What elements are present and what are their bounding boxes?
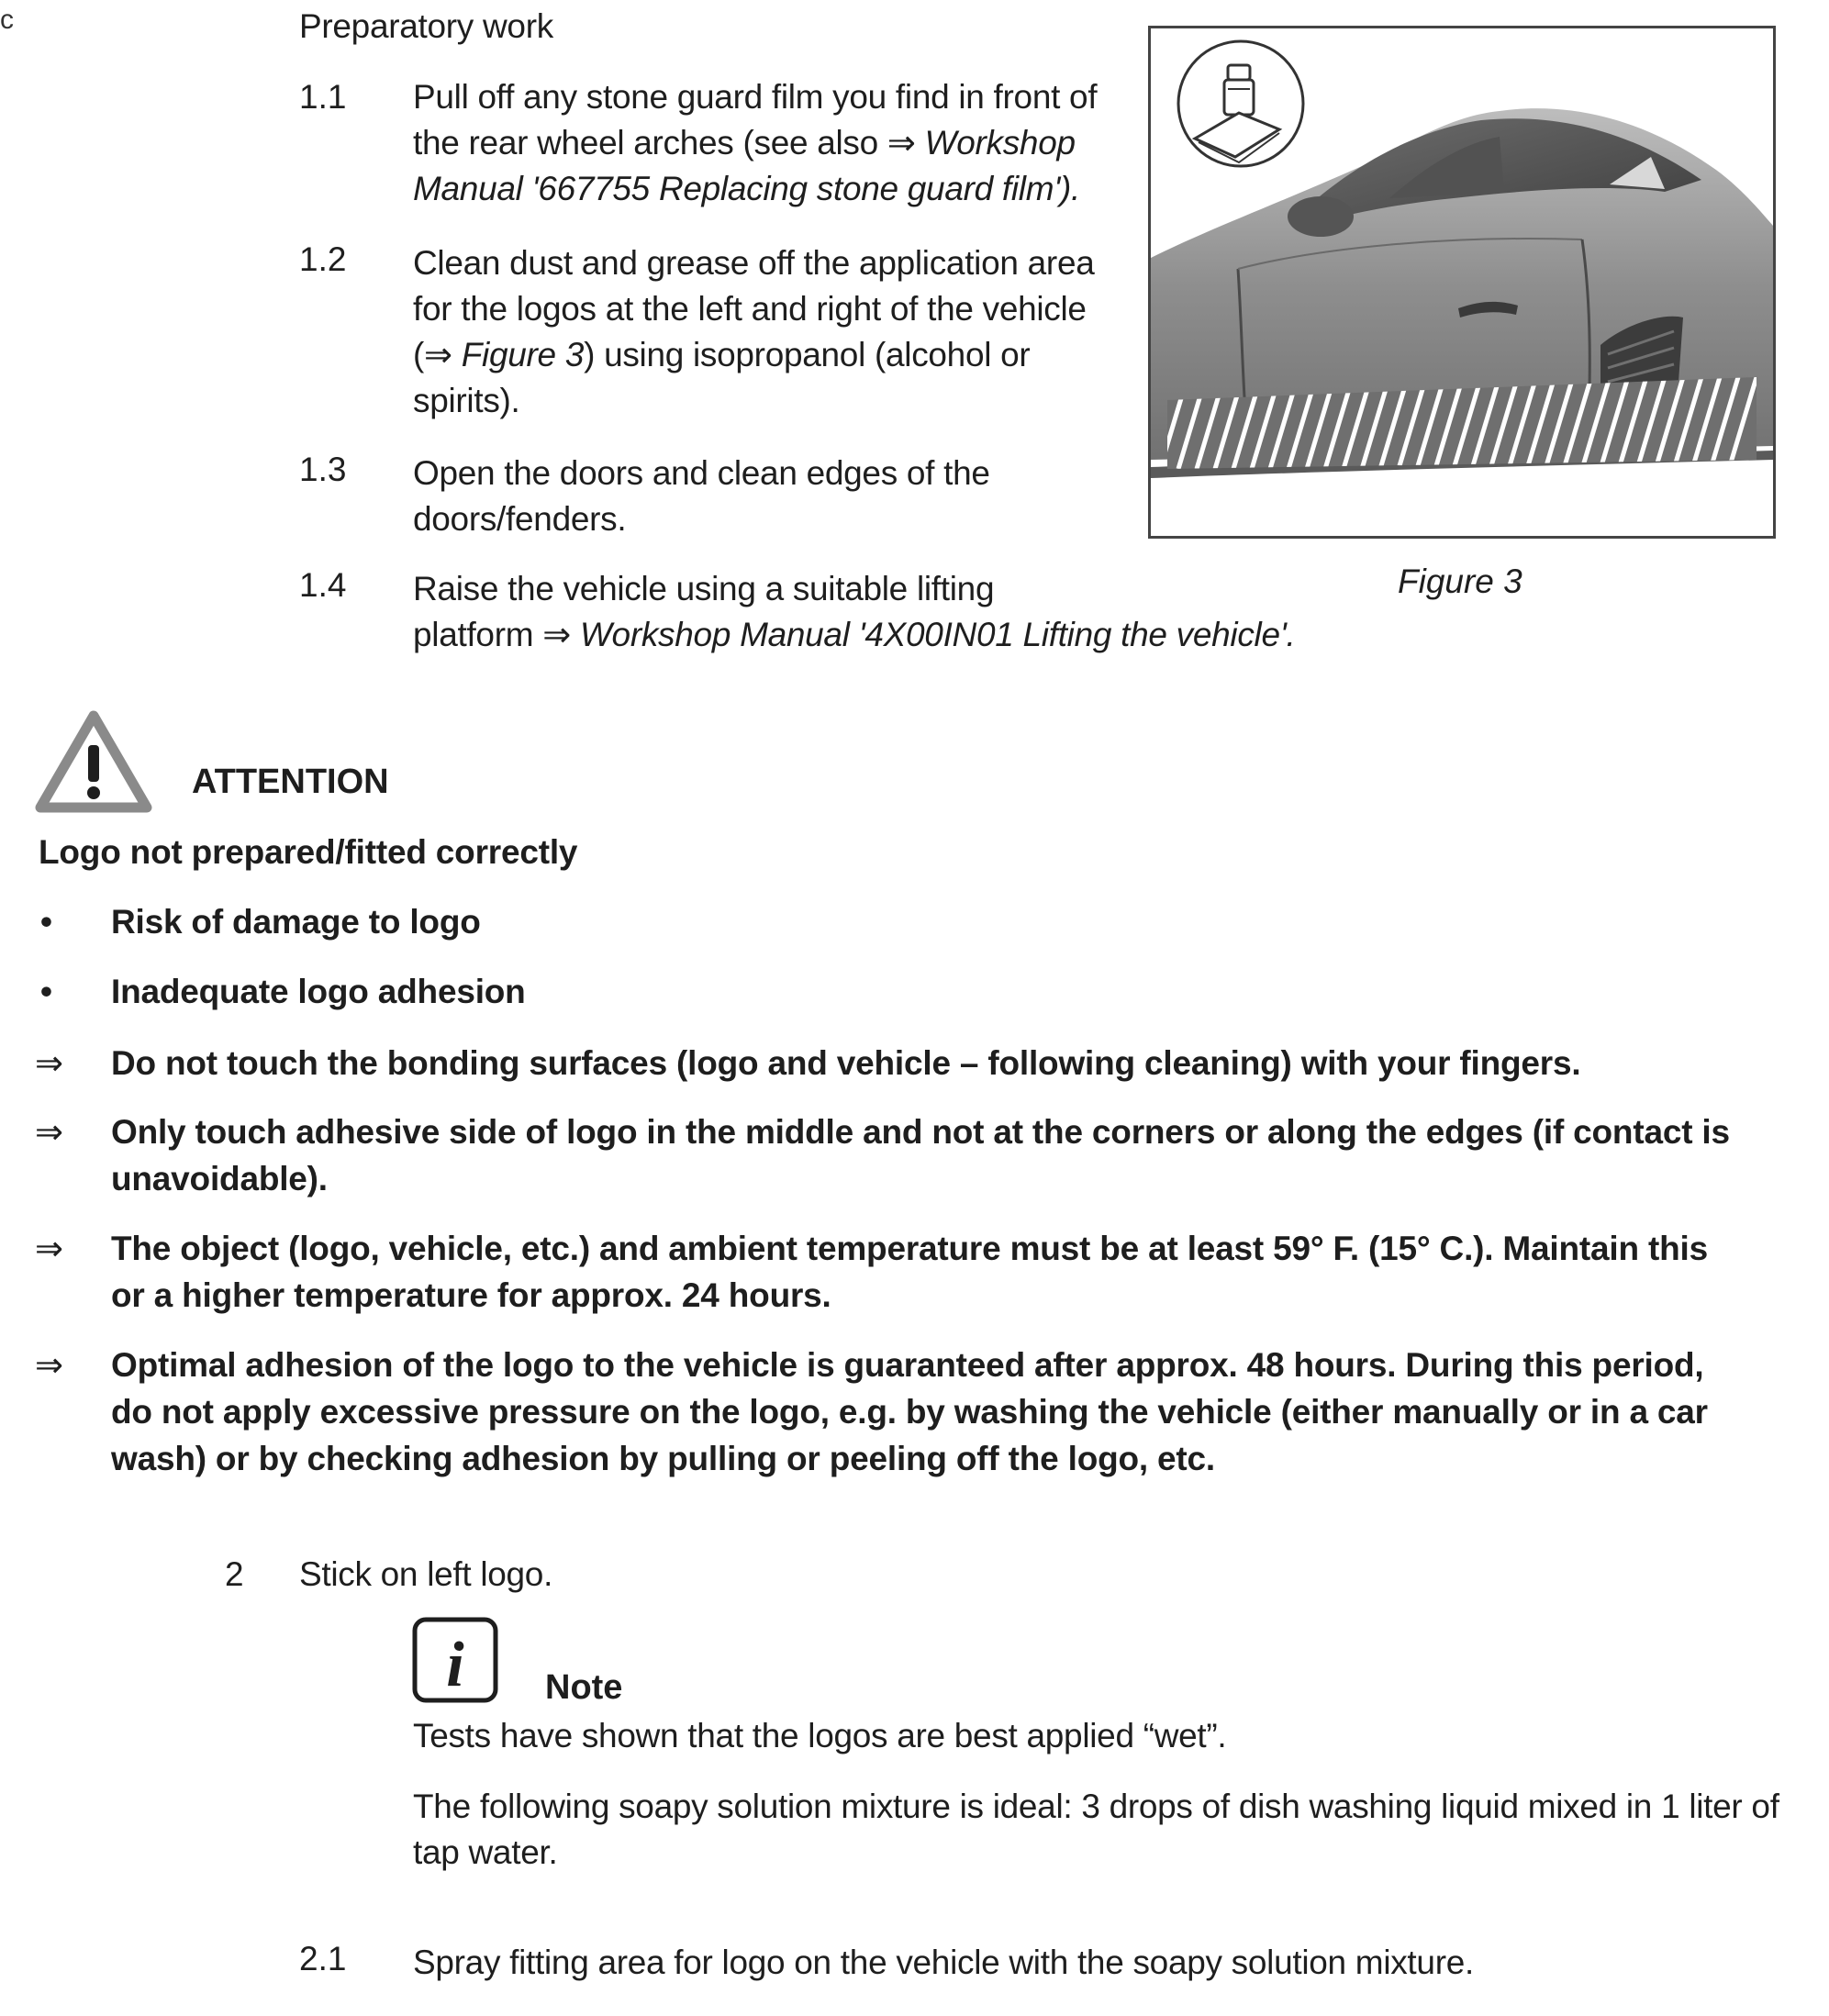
arrow-icon: ⇒ <box>35 1113 63 1151</box>
note-paragraph: Tests have shown that the logos are best applied “wet”. <box>413 1717 1227 1754</box>
step-number: 1.3 <box>299 451 347 488</box>
arrow-icon: ⇒ <box>35 1044 63 1082</box>
arrow-icon: ⇒ <box>887 124 916 162</box>
step-text <box>413 74 1097 212</box>
warning-consequence: Inadequate logo adhesion <box>111 973 526 1010</box>
step-line <box>413 120 1097 166</box>
warning-action-line: Optimal adhesion of the logo to the vehicle is guaranteed after approx. 48 hours. During this period, <box>111 1346 1704 1384</box>
step-line-text: ) using isopropanol (alcohol or <box>584 336 1031 373</box>
warning-action-line: do not apply excessive pressure on the logo, e.g. by washing the vehicle (either manually or in a car <box>111 1393 1708 1431</box>
warning-action-line: wash) or by checking adhesion by pulling or peeling off the logo, etc. <box>111 1440 1216 1477</box>
arrow-icon: ⇒ <box>35 1346 63 1384</box>
step-line: Raise the vehicle using a suitable lifting <box>413 570 995 607</box>
cleaning-kit-icon <box>1178 41 1303 166</box>
arrow-icon: ⇒ <box>35 1230 63 1267</box>
warning-action <box>111 1225 1708 1319</box>
note-paragraph <box>413 1784 1779 1876</box>
vehicle-figure <box>1148 26 1776 539</box>
section-heading: Preparatory work <box>299 7 553 45</box>
warning-action <box>111 1342 1708 1482</box>
car-side-illustration <box>1151 28 1773 536</box>
step-text: Stick on left logo. <box>299 1555 553 1593</box>
step-line-text: platform <box>413 616 543 653</box>
step-text <box>413 451 990 542</box>
step-text: Spray fitting area for logo on the vehicle with the soapy solution mixture. <box>413 1944 1474 1981</box>
step-line-text: the rear wheel arches (see also <box>413 124 887 162</box>
cross-reference-link[interactable]: Workshop Manual '4X00IN01 Lifting the vehicle'. <box>579 616 1296 653</box>
warning-action-line: or a higher temperature for approx. 24 hours. <box>111 1276 831 1314</box>
arrow-icon: ⇒ <box>542 616 571 653</box>
figure-caption: Figure 3 <box>1398 562 1522 600</box>
warning-action <box>111 1040 1580 1086</box>
warning-consequence: Risk of damage to logo <box>111 903 481 941</box>
warning-action <box>111 1108 1730 1202</box>
note-line: The following soapy solution mixture is ideal: 3 drops of dish washing liquid mixed in 1 liter of <box>413 1788 1779 1825</box>
warning-action-line: Do not touch the bonding surfaces (logo and vehicle – following cleaning) with your fingers. <box>111 1044 1581 1082</box>
warning-action-line: Only touch adhesive side of logo in the middle and not at the corners or along the edges (if contact is <box>111 1113 1730 1151</box>
bullet-icon: • <box>40 973 52 1010</box>
step-line: spirits). <box>413 382 520 419</box>
step-number: 1.1 <box>299 78 347 116</box>
step-line-text: ( <box>413 336 425 373</box>
step-text <box>413 240 1095 424</box>
step-line: for the logos at the left and right of the vehicle <box>413 290 1087 328</box>
attention-heading: Logo not prepared/fitted correctly <box>39 833 578 871</box>
warning-action-line: unavoidable). <box>111 1160 328 1197</box>
step-number: 1.2 <box>299 240 347 278</box>
step-text <box>413 566 1295 658</box>
info-icon <box>411 1616 499 1704</box>
margin-mark: c <box>0 5 14 35</box>
step-line: Pull off any stone guard film you find in front of <box>413 78 1098 116</box>
note-line: tap water. <box>413 1833 558 1871</box>
cross-reference-link[interactable]: Manual '667755 Replacing stone guard film'). <box>413 170 1080 207</box>
warning-action-line: The object (logo, vehicle, etc.) and ambient temperature must be at least 59° F. (15° C.). Maintain this <box>111 1230 1708 1267</box>
cross-reference-link[interactable]: Workshop <box>924 124 1076 162</box>
step-line <box>413 332 1095 378</box>
step-line: doors/fenders. <box>413 500 627 538</box>
svg-text:i: i <box>446 1630 464 1700</box>
step-line <box>413 612 1295 658</box>
note-label: Note <box>545 1668 623 1707</box>
arrow-icon: ⇒ <box>424 336 452 373</box>
step-line: Clean dust and grease off the application area <box>413 244 1095 282</box>
warning-icon <box>35 710 152 813</box>
bullet-icon: • <box>40 903 52 941</box>
step-number: 2.1 <box>299 1940 347 1977</box>
step-number: 2 <box>225 1555 244 1593</box>
step-number: 1.4 <box>299 566 347 604</box>
figure-reference-link[interactable]: Figure 3 <box>461 336 585 373</box>
attention-label: ATTENTION <box>192 763 389 801</box>
step-line: Open the doors and clean edges of the <box>413 454 990 492</box>
